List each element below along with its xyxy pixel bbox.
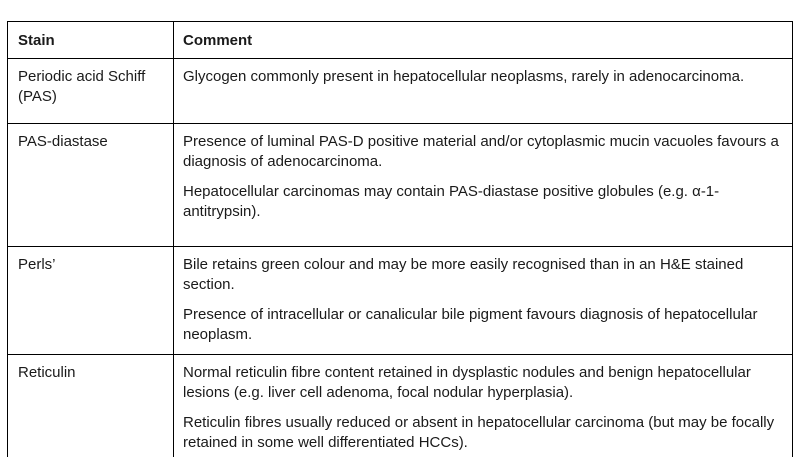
comment-paragraph: Glycogen commonly present in hepatocellular neoplasms, rarely in adenocarcinoma. <box>183 67 784 87</box>
header-row <box>8 22 793 59</box>
comment-cell <box>174 247 793 355</box>
comment-cell <box>174 124 793 247</box>
comment-paragraph: Presence of intracellular or canalicular bile pigment favours diagnosis of hepatocellular neoplasm. <box>183 305 784 345</box>
stain-name-cell: PAS-diastase <box>8 124 174 247</box>
comment-paragraph: Normal reticulin fibre content retained in dysplastic nodules and benign hepatocellular lesions (e.g. liver cell adenoma, focal nodular hyperplasia). <box>183 363 784 403</box>
table-row-perls <box>8 247 793 355</box>
stain-name-cell: Reticulin <box>8 355 174 457</box>
header-comment: Comment <box>174 22 793 59</box>
comment-cell <box>174 355 793 457</box>
table-row-pas <box>8 59 793 124</box>
table-row-pas-diastase <box>8 124 793 247</box>
table-row-reticulin <box>8 355 793 457</box>
comment-paragraph: Bile retains green colour and may be more easily recognised than in an H&E stained section. <box>183 255 784 295</box>
stain-name-cell: Perls’ <box>8 247 174 355</box>
comment-cell <box>174 59 793 124</box>
header-stain: Stain <box>8 22 174 59</box>
stain-comment-table <box>7 21 793 457</box>
comment-paragraph: Presence of luminal PAS-D positive material and/or cytoplasmic mucin vacuoles favours a diagnosis of adenocarcinoma. <box>183 132 784 172</box>
comment-paragraph: Hepatocellular carcinomas may contain PAS-diastase positive globules (e.g. α-1-antitrypsin). <box>183 182 784 222</box>
comment-paragraph: Reticulin fibres usually reduced or absent in hepatocellular carcinoma (but may be focally retained in some well differentiated HCCs). <box>183 413 784 453</box>
stain-name-cell: Periodic acid Schiff (PAS) <box>8 59 174 124</box>
